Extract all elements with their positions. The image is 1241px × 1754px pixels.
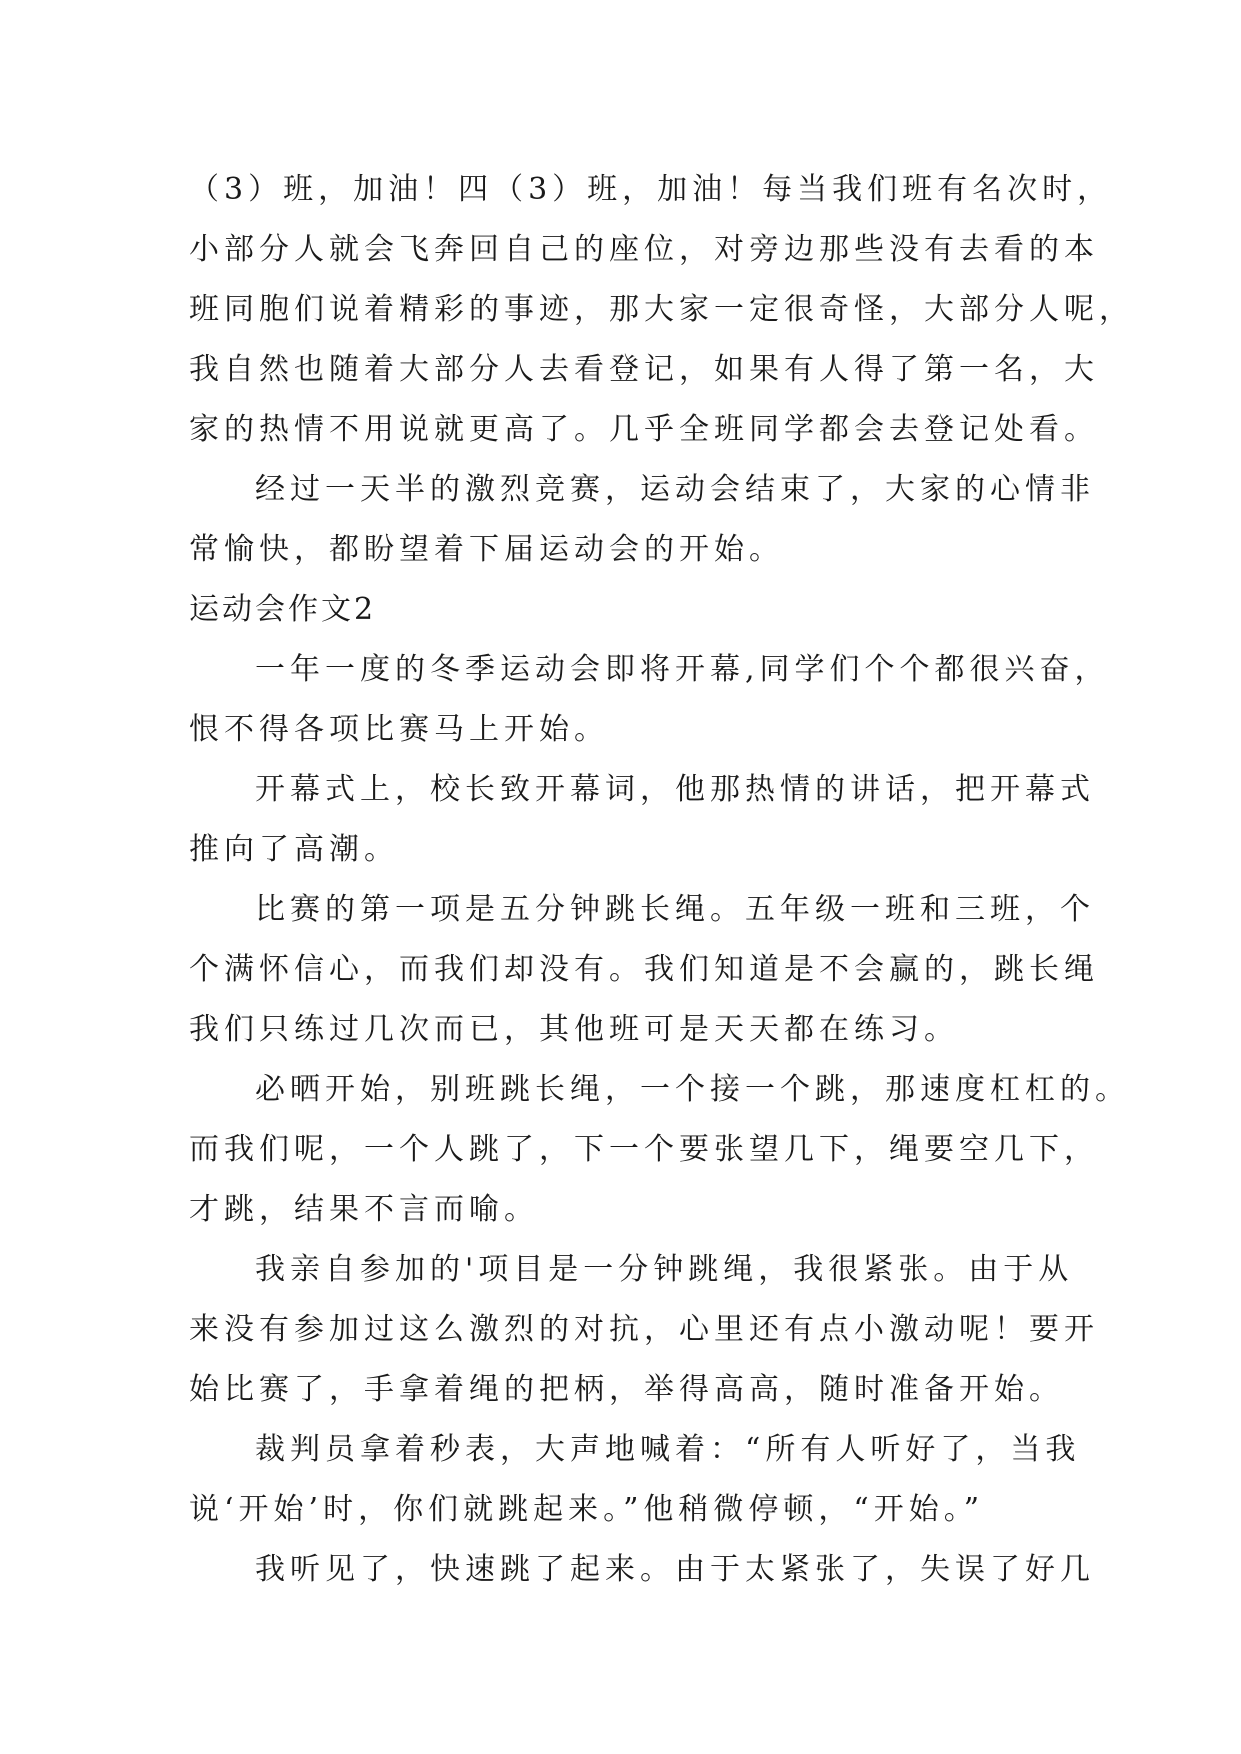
text-line: 来没有参加过这么激烈的对抗，心里还有点小激动呢！要开 [189,1312,1099,1347]
text-line: 家的热情不用说就更高了。几乎全班同学都会去登记处看。 [189,412,1099,447]
text-line: 说‘开始’时，你们就跳起来。”他稍微停顿，“开始。” [189,1492,985,1527]
paragraph-start-line: 开幕式上，校长致开幕词，他那热情的讲话，把开幕式 [255,772,1095,807]
section-heading: 运动会作文2 [189,592,377,627]
text-line: 才跳，结果不言而喻。 [189,1192,539,1227]
text-line: 班同胞们说着精彩的事迹，那大家一定很奇怪，大部分人呢， [189,292,1134,327]
paragraph-start-line: 我听见了，快速跳了起来。由于太紧张了，失误了好几 [255,1552,1095,1587]
text-line: 我们只练过几次而已，其他班可是天天都在练习。 [189,1012,959,1047]
paragraph-start-line: 我亲自参加的'项目是一分钟跳绳，我很紧张。由于从 [255,1252,1074,1287]
paragraph-start-line: 比赛的第一项是五分钟跳长绳。五年级一班和三班，个 [255,892,1095,927]
text-line: 个满怀信心，而我们却没有。我们知道是不会赢的，跳长绳 [189,952,1099,987]
text-line: 我自然也随着大部分人去看登记，如果有人得了第一名，大 [189,352,1099,387]
paragraph-start-line: 经过一天半的激烈竞赛，运动会结束了，大家的心情非 [255,472,1095,507]
document-body [189,160,1134,1600]
text-line: 小部分人就会飞奔回自己的座位，对旁边那些没有去看的本 [189,232,1099,267]
paragraph-start-line: 必晒开始，别班跳长绳，一个接一个跳，那速度杠杠的。 [255,1072,1130,1107]
text-line: 而我们呢，一个人跳了，下一个要张望几下，绳要空几下， [189,1132,1099,1167]
text-line: 常愉快，都盼望着下届运动会的开始。 [189,532,784,567]
text-line: 始比赛了，手拿着绳的把柄，举得高高，随时准备开始。 [189,1372,1064,1407]
paragraph-start-line: 一年一度的冬季运动会即将开幕,同学们个个都很兴奋， [255,652,1110,687]
text-line: （3）班，加油！四（3）班，加油！每当我们班有名次时， [189,172,1113,207]
text-line: 推向了高潮。 [189,832,399,867]
text-line: 恨不得各项比赛马上开始。 [189,712,609,747]
paragraph-start-line: 裁判员拿着秒表，大声地喊着：“所有人听好了，当我 [255,1432,1081,1467]
